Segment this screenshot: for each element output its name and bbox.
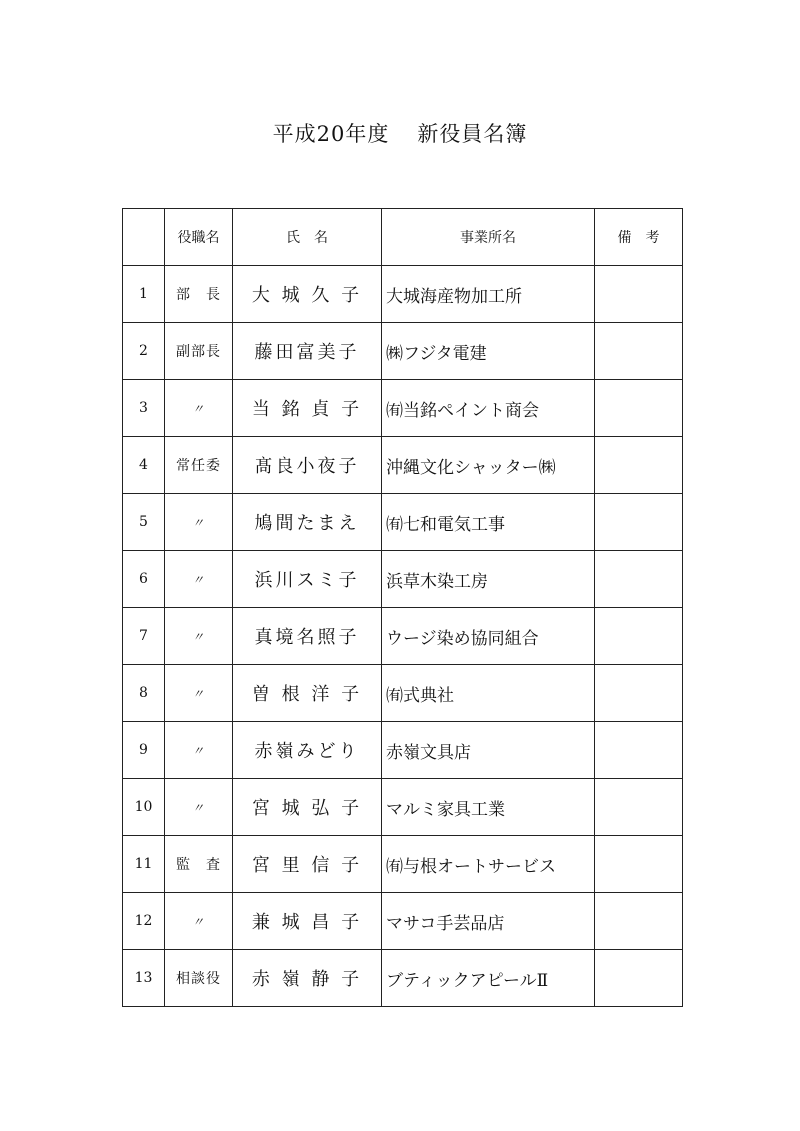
table-row: [123, 722, 683, 779]
note-cell: [595, 836, 683, 893]
header-number: [123, 209, 165, 266]
role-cell: 〃: [165, 893, 233, 950]
row-number-cell: 13: [123, 950, 165, 1007]
table-row: [123, 323, 683, 380]
title-year: 平成20年度: [272, 122, 390, 146]
role-cell: 相談役: [165, 950, 233, 1007]
office-name-cell: ㈲七和電気工事: [382, 494, 595, 551]
note-cell: [595, 551, 683, 608]
table-row: [123, 779, 683, 836]
member-name-cell: 鳩間たまえ: [233, 494, 382, 551]
role-cell: 副部長: [165, 323, 233, 380]
office-name-cell: ㈱フジタ電建: [382, 323, 595, 380]
role-cell: 〃: [165, 608, 233, 665]
member-name-cell: 当 銘 貞 子: [233, 380, 382, 437]
header-note: 備 考: [595, 209, 683, 266]
note-cell: [595, 380, 683, 437]
row-number-cell: 7: [123, 608, 165, 665]
table-row: [123, 665, 683, 722]
row-number-cell: 1: [123, 266, 165, 323]
note-cell: [595, 893, 683, 950]
row-number-cell: 9: [123, 722, 165, 779]
office-name-cell: 沖縄文化シャッター㈱: [382, 437, 595, 494]
member-name-cell: 宮 城 弘 子: [233, 779, 382, 836]
header-office: 事業所名: [382, 209, 595, 266]
office-name-cell: マサコ手芸品店: [382, 893, 595, 950]
office-name-cell: 浜草木染工房: [382, 551, 595, 608]
office-name-cell: ブティックアピールⅡ: [382, 950, 595, 1007]
member-name-cell: 曽 根 洋 子: [233, 665, 382, 722]
row-number-cell: 2: [123, 323, 165, 380]
table-row: [123, 836, 683, 893]
office-name-cell: ㈲与根オートサービス: [382, 836, 595, 893]
note-cell: [595, 323, 683, 380]
table-row: [123, 950, 683, 1007]
office-name-cell: ウージ染め協同組合: [382, 608, 595, 665]
row-number-cell: 11: [123, 836, 165, 893]
note-cell: [595, 665, 683, 722]
note-cell: [595, 779, 683, 836]
table-body: [123, 266, 683, 1007]
document-title: [0, 118, 800, 148]
role-cell: 監 査: [165, 836, 233, 893]
row-number-cell: 12: [123, 893, 165, 950]
office-name-cell: ㈲当銘ペイント商会: [382, 380, 595, 437]
role-cell: 〃: [165, 665, 233, 722]
header-name: 氏 名: [233, 209, 382, 266]
office-name-cell: マルミ家具工業: [382, 779, 595, 836]
office-name-cell: 赤嶺文具店: [382, 722, 595, 779]
note-cell: [595, 608, 683, 665]
member-name-cell: 兼 城 昌 子: [233, 893, 382, 950]
table-row: [123, 494, 683, 551]
role-cell: 〃: [165, 779, 233, 836]
member-name-cell: 藤田富美子: [233, 323, 382, 380]
member-name-cell: 真境名照子: [233, 608, 382, 665]
role-cell: 常任委: [165, 437, 233, 494]
table-row: [123, 551, 683, 608]
role-cell: 〃: [165, 722, 233, 779]
row-number-cell: 6: [123, 551, 165, 608]
member-name-cell: 赤 嶺 静 子: [233, 950, 382, 1007]
note-cell: [595, 266, 683, 323]
member-name-cell: 髙良小夜子: [233, 437, 382, 494]
title-main: 新役員名簿: [417, 122, 528, 146]
note-cell: [595, 494, 683, 551]
table-row: [123, 266, 683, 323]
officer-roster-table: [122, 208, 683, 1007]
role-cell: 〃: [165, 380, 233, 437]
member-name-cell: 浜川スミ子: [233, 551, 382, 608]
office-name-cell: ㈲式典社: [382, 665, 595, 722]
table-row: [123, 893, 683, 950]
office-name-cell: 大城海産物加工所: [382, 266, 595, 323]
note-cell: [595, 722, 683, 779]
row-number-cell: 5: [123, 494, 165, 551]
row-number-cell: 3: [123, 380, 165, 437]
row-number-cell: 8: [123, 665, 165, 722]
table-row: [123, 608, 683, 665]
header-role: 役職名: [165, 209, 233, 266]
table-row: [123, 437, 683, 494]
note-cell: [595, 437, 683, 494]
member-name-cell: 赤嶺みどり: [233, 722, 382, 779]
member-name-cell: 大 城 久 子: [233, 266, 382, 323]
role-cell: 部 長: [165, 266, 233, 323]
table-header-row: [123, 209, 683, 266]
row-number-cell: 10: [123, 779, 165, 836]
row-number-cell: 4: [123, 437, 165, 494]
note-cell: [595, 950, 683, 1007]
role-cell: 〃: [165, 494, 233, 551]
role-cell: 〃: [165, 551, 233, 608]
member-name-cell: 宮 里 信 子: [233, 836, 382, 893]
table-row: [123, 380, 683, 437]
